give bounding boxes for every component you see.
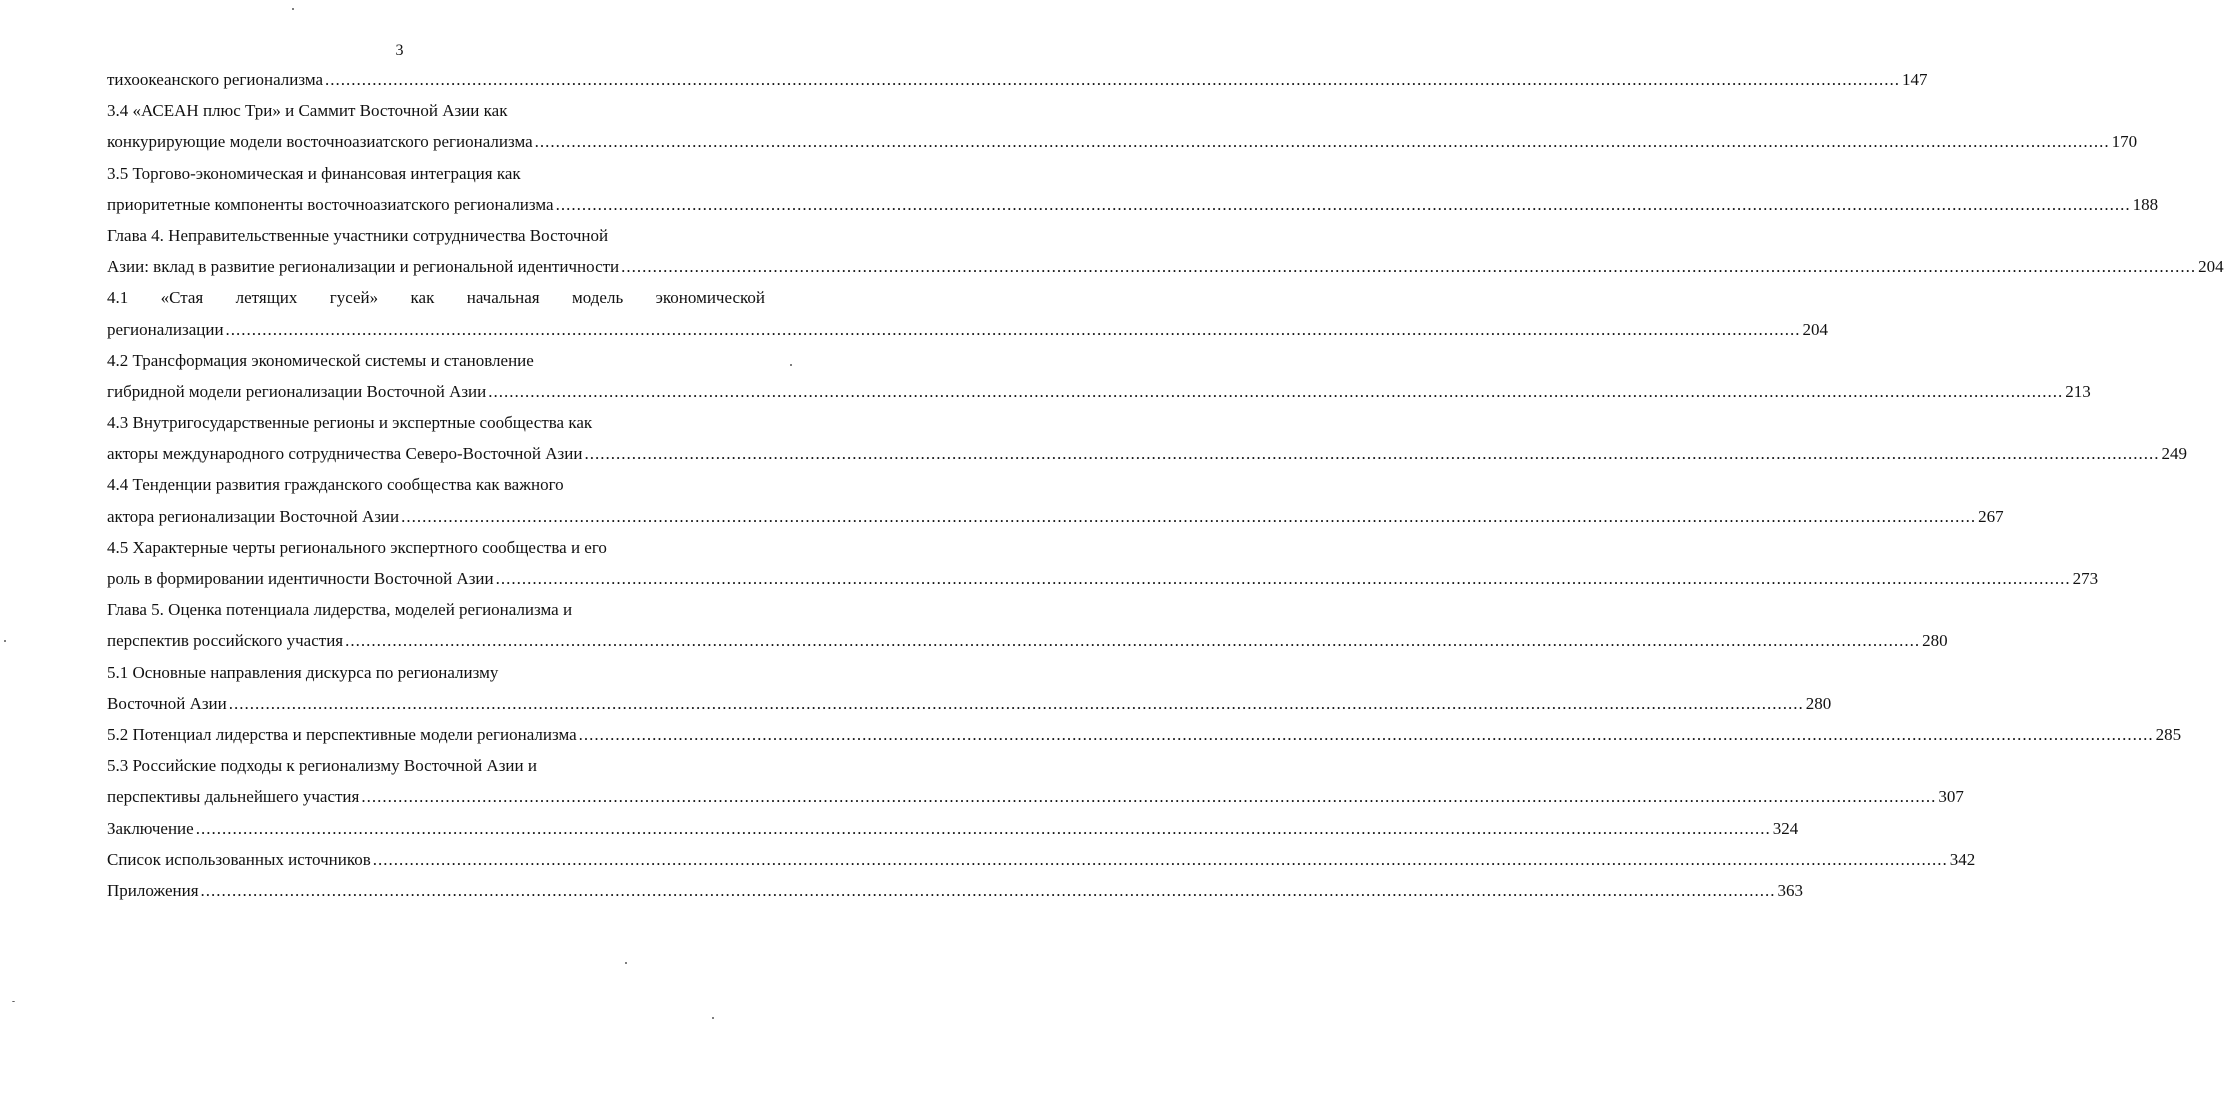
toc-line: 3.5 Торгово-экономическая и финансовая интеграция как — [107, 163, 521, 183]
toc-entry-text: перспективы дальнейшего участия — [107, 787, 360, 807]
toc-line — [107, 813, 1799, 844]
toc-line: 5.1 Основные направления дискурса по регионализму — [107, 662, 499, 682]
toc-line — [107, 251, 2224, 282]
dot-leader: ............................................................................................................................................................................................................................................................................................................ — [495, 569, 2071, 588]
toc-line — [107, 844, 1976, 875]
toc-line: 4.1 «Стая летящих гусей» как начальная модель экономической — [107, 288, 765, 308]
toc-page-number: 188 — [2132, 194, 2159, 214]
toc-entry-text: Восточной Азии — [107, 693, 227, 713]
toc-entry-text: роль в формировании идентичности Восточной Азии — [107, 569, 494, 588]
scan-speck — [292, 8, 294, 10]
toc-line — [107, 64, 1928, 95]
page-number: 3 — [395, 42, 404, 59]
toc-page-number: 213 — [2065, 381, 2091, 401]
toc-entry-text: тихоокеанского регионализма — [107, 70, 324, 89]
toc-line: 4.3 Внутригосударственные регионы и экспертные сообщества как — [107, 413, 593, 433]
toc-page-number: 280 — [1922, 631, 1948, 651]
toc-entry-text: Приложения — [107, 880, 199, 900]
toc-entry-text: 5.2 Потенциал лидерства и перспективные модели регионализма — [107, 724, 577, 744]
toc-entry-text: регионализации — [107, 319, 224, 339]
toc-line — [107, 438, 2187, 469]
toc-page-number: 324 — [1772, 818, 1799, 838]
toc-page-number: 204 — [2198, 257, 2224, 277]
toc-page-number: 204 — [1802, 319, 1829, 339]
dot-leader: ............................................................................................................................................................................................................................................................................................................ — [325, 70, 1901, 89]
toc-line — [107, 501, 2004, 532]
toc-line: Глава 5. Оценка потенциала лидерства, моделей регионализма и — [107, 600, 573, 620]
dot-leader: ............................................................................................................................................................................................................................................................................................................ — [361, 787, 1937, 807]
toc-line — [107, 781, 1964, 812]
toc-line: 5.3 Российские подходы к регионализму Восточной Азии и — [107, 756, 537, 776]
toc-line — [107, 126, 2138, 157]
toc-line — [107, 189, 2159, 220]
scan-speck — [712, 1017, 714, 1019]
toc-line — [107, 688, 1832, 719]
toc-page-number: 285 — [2155, 724, 2182, 744]
dot-leader: ............................................................................................................................................................................................................................................................................................................ — [401, 506, 1977, 526]
toc-page-number: 147 — [1902, 70, 1928, 89]
toc-entry-text: Список использованных источников — [107, 849, 371, 869]
dot-leader: ............................................................................................................................................................................................................................................................................................................ — [372, 849, 1948, 869]
toc-page-number: 280 — [1805, 693, 1832, 713]
toc-entry-text: Азии: вклад в развитие регионализации и региональной идентичности — [107, 257, 620, 277]
dot-leader: ............................................................................................................................................................................................................................................................................................................ — [195, 818, 1771, 838]
toc-line: 3.4 «АСЕАН плюс Три» и Саммит Восточной Азии как — [107, 101, 508, 121]
dot-leader: ............................................................................................................................................................................................................................................................................................................ — [621, 257, 2197, 277]
toc-page-number: 170 — [2111, 132, 2138, 152]
toc-entry-text: конкурирующие модели восточноазиатского регионализма — [107, 132, 533, 152]
dot-leader: ............................................................................................................................................................................................................................................................................................................ — [534, 132, 2110, 152]
scan-speck — [4, 640, 6, 642]
toc-entry-text: приоритетные компоненты восточноазиатского регионализма — [107, 194, 554, 214]
toc-page-number: 267 — [1978, 506, 2004, 526]
toc-entry-text: перспектив российского участия — [107, 631, 344, 651]
toc-page-number: 363 — [1777, 880, 1804, 900]
dot-leader: ............................................................................................................................................................................................................................................................................................................ — [345, 631, 1921, 651]
toc-line: 4.4 Тенденции развития гражданского сообщества как важного — [107, 475, 564, 495]
toc-line — [107, 563, 2099, 594]
toc-line: Глава 4. Неправительственные участники сотрудничества Восточной — [107, 225, 609, 245]
dot-leader: ............................................................................................................................................................................................................................................................................................................ — [578, 724, 2154, 744]
dot-leader: ............................................................................................................................................................................................................................................................................................................ — [228, 693, 1804, 713]
toc-entry-text: акторы международного сотрудничества Северо-Восточной Азии — [107, 444, 583, 464]
toc-line: 4.2 Трансформация экономической системы и становление — [107, 350, 534, 370]
toc-line — [107, 719, 2182, 750]
dot-leader: ............................................................................................................................................................................................................................................................................................................ — [225, 319, 1801, 339]
table-of-contents — [107, 64, 2224, 906]
toc-entry-text: гибридной модели регионализации Восточной Азии — [107, 381, 487, 401]
toc-entry-text: актора регионализации Восточной Азии — [107, 506, 400, 526]
toc-page-number: 307 — [1938, 787, 1964, 807]
toc-page-number: 249 — [2161, 444, 2187, 464]
toc-line: 4.5 Характерные черты регионального экспертного сообщества и его — [107, 537, 607, 557]
toc-page-number: 342 — [1949, 849, 1976, 869]
toc-line — [107, 625, 1948, 656]
scan-speck — [625, 962, 627, 964]
toc-line — [107, 314, 1829, 345]
toc-entry-text: Заключение — [107, 818, 194, 838]
scan-speck — [12, 1001, 15, 1002]
toc-page-number: 273 — [2072, 569, 2099, 588]
dot-leader: ............................................................................................................................................................................................................................................................................................................ — [200, 880, 1776, 900]
toc-line — [107, 376, 2091, 407]
scan-speck — [790, 364, 792, 366]
dot-leader: ............................................................................................................................................................................................................................................................................................................ — [584, 444, 2160, 464]
toc-line — [107, 875, 1804, 906]
dot-leader: ............................................................................................................................................................................................................................................................................................................ — [488, 381, 2064, 401]
dot-leader: ............................................................................................................................................................................................................................................................................................................ — [555, 194, 2131, 214]
